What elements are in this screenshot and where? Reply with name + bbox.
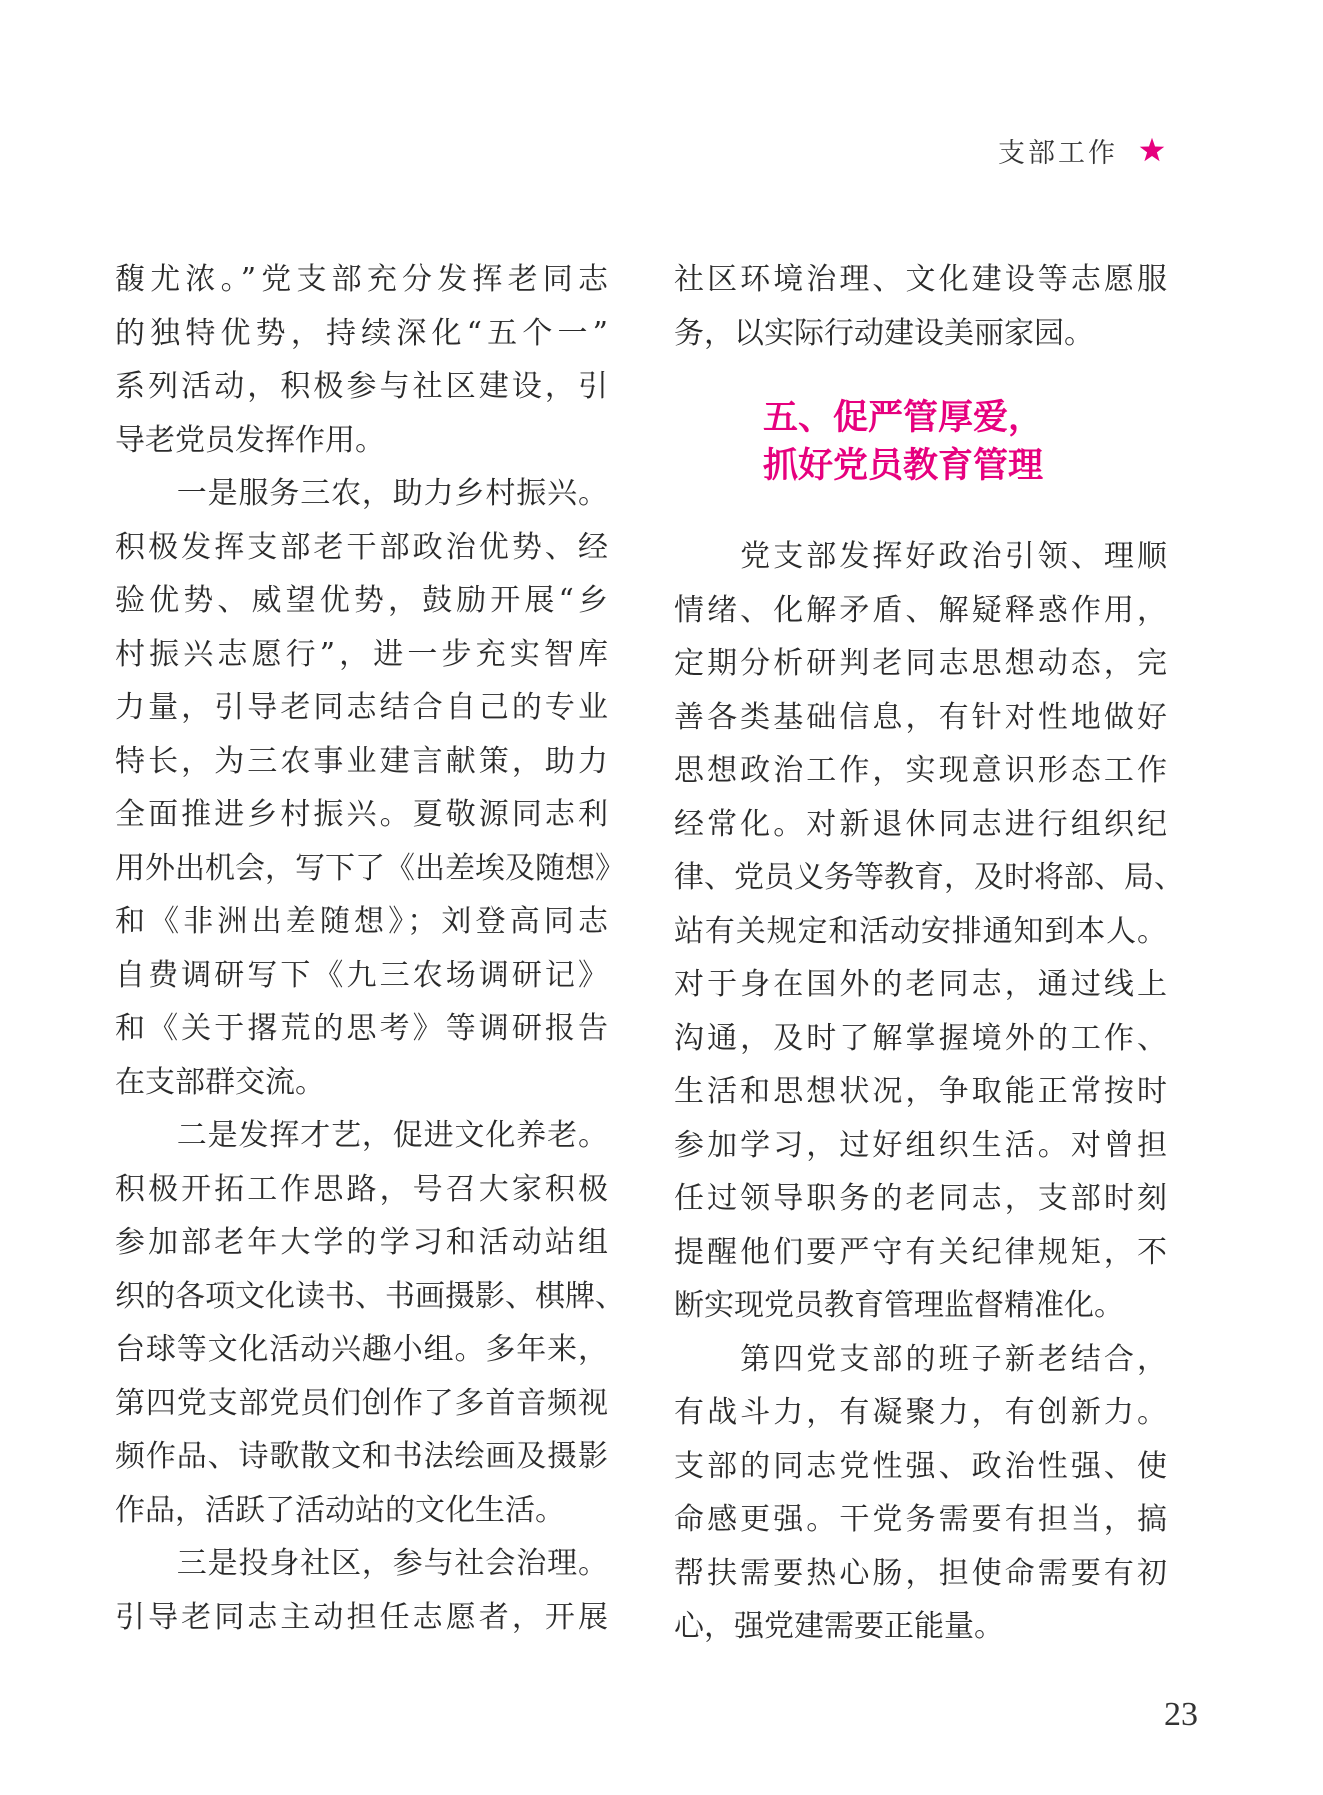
running-header: [998, 128, 1166, 172]
text-line: 二是发挥才艺，促进文化养老。: [115, 1118, 608, 1153]
text-line: 频作品、诗歌散文和书法绘画及摄影: [115, 1439, 608, 1474]
section-name: 支部工作: [998, 137, 1118, 169]
text-line: 参加部老年大学的学习和活动站组: [115, 1225, 608, 1260]
text-line: 心，强党建需要正能量。: [674, 1609, 1004, 1644]
text-line: 沟通，及时了解掌握境外的工作、: [674, 1020, 1167, 1056]
text-line: 站有关规定和活动安排通知到本人。: [674, 913, 1167, 949]
text-line: 定期分析研判老同志思想动态，完: [674, 646, 1167, 681]
text-line: 帮扶需要热心肠，担使命需要有初: [674, 1555, 1167, 1591]
text-line: 律、党员义务等教育，及时将部、局、: [674, 860, 1184, 895]
text-line: 特长，为三农事业建言献策，助力: [115, 743, 608, 779]
text-line: 社区环境治理、文化建设等志愿服: [674, 262, 1167, 297]
text-line: 命感更强。干党务需要有担当，搞: [674, 1502, 1167, 1537]
page-number: 23: [1164, 1696, 1198, 1733]
text-line: 引导老同志主动担任志愿者，开展: [115, 1599, 608, 1635]
text-line: 在支部群交流。: [115, 1064, 325, 1100]
text-line: 有战斗力，有凝聚力，有创新力。: [674, 1395, 1167, 1430]
right-column: [674, 253, 1184, 1654]
text-line: 自费调研写下《九三农场调研记》: [115, 957, 608, 993]
text-line: 积极开拓工作思路，号召大家积极: [115, 1171, 608, 1207]
text-line: 支部的同志党性强、政治性强、使: [674, 1448, 1167, 1484]
text-line: 对于身在国外的老同志，通过线上: [674, 967, 1167, 1002]
text-line: 台球等文化活动兴趣小组。多年来，: [115, 1332, 608, 1367]
text-line: 织的各项文化读书、书画摄影、棋牌、: [115, 1278, 625, 1314]
text-line: 用外出机会，写下了《出差埃及随想》: [115, 850, 625, 886]
text-line: 和《关于撂荒的思考》等调研报告: [115, 1011, 608, 1046]
text-line: 系列活动，积极参与社区建设，引: [115, 369, 608, 404]
text-line: 务，以实际行动建设美丽家园。: [674, 315, 1094, 351]
text-line: 馥尤浓。”党支部充分发挥老同志: [115, 262, 608, 297]
text-line: 第四党支部党员们创作了多首音频视: [115, 1385, 608, 1421]
left-column: [115, 253, 625, 1644]
text-line: 参加学习，过好组织生活。对曾担: [674, 1127, 1167, 1163]
text-line: 和《非洲出差随想》；刘登高同志: [115, 904, 608, 939]
star-icon: [1138, 136, 1166, 164]
text-line: 一是服务三农，助力乡村振兴。: [115, 476, 608, 511]
text-line: 验优势、威望优势，鼓励开展“乡: [115, 583, 608, 618]
text-line: 力量，引导老同志结合自己的专业: [115, 690, 608, 725]
text-line: 生活和思想状况，争取能正常按时: [674, 1074, 1167, 1109]
text-line: 提醒他们要严守有关纪律规矩，不: [674, 1234, 1167, 1270]
text-line: 经常化。对新退休同志进行组织纪: [674, 806, 1167, 842]
text-line: 作品，活跃了活动站的文化生活。: [115, 1492, 565, 1528]
text-line: 三是投身社区，参与社会治理。: [115, 1546, 608, 1581]
text-line: 善各类基础信息，有针对性地做好: [674, 699, 1167, 735]
text-line: 全面推进乡村振兴。夏敬源同志利: [115, 797, 608, 832]
section-heading-line-1: 五、促严管厚爱，: [763, 398, 1044, 438]
text-line: 积极发挥支部老干部政治优势、经: [115, 529, 608, 565]
spacer: [674, 360, 1167, 390]
text-line: 导老党员发挥作用。: [115, 422, 385, 458]
text-line: 思想政治工作，实现意识形态工作: [674, 753, 1167, 788]
text-line: 情绪、化解矛盾、解疑释惑作用，: [674, 592, 1167, 628]
text-line: 断实现党员教育管理监督精准化。: [674, 1288, 1124, 1323]
section-heading: [674, 394, 1167, 490]
text-line: 村振兴志愿行”，进一步充实智库: [115, 636, 608, 672]
text-line: 党支部发挥好政治引领、理顺: [674, 539, 1167, 574]
text-line: 的独特优势，持续深化“五个一”: [115, 315, 608, 351]
text-line: 任过领导职务的老同志，支部时刻: [674, 1181, 1167, 1216]
text-line: 第四党支部的班子新老结合，: [674, 1341, 1167, 1377]
section-heading-line-2: 抓好党员教育管理: [763, 446, 1044, 486]
spacer: [674, 490, 1167, 530]
